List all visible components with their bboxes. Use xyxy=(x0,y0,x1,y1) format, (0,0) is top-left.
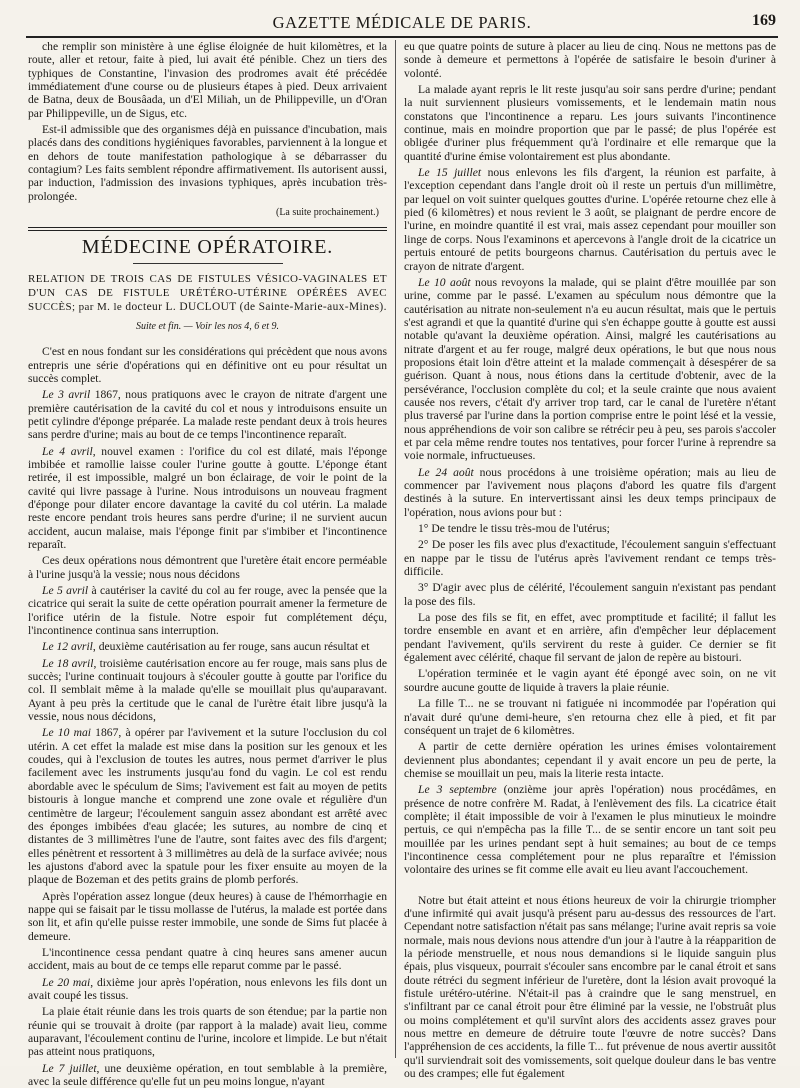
column-divider xyxy=(395,40,396,1058)
paragraph-date: Le 18 avril xyxy=(42,656,94,670)
paragraph: Est-il admissible que des organismes déjà en puissance d'incubation, mais placés dans des conditions hygiéniques favorables, parviennent à la longue et en dehors de toute manifestation pathologique à se débarrasser du contagium? Les faits semblent répondre affirmativement. Ils autorisent aussi, par induction, l'admission des invasions typhiques, après incubation très-prolongée. xyxy=(28,123,387,203)
paragraph xyxy=(28,584,387,637)
paragraph-text: 1867, à opérer par l'avivement et la suture l'occlusion du col utérin. A cet effet la malade est mise dans la position sur les genoux et les coudes, qui à l'exclusion de toutes les autres, nous permet d'arriver le plus facilement avec les instruments jusqu'au fond du vagin. Le col est rendu abordable avec le spéculum de Sims; l'avivement est fait au moyen de petits bistouris à longue manche et comprend une zone ovale et régulière d'un centimètre de largeur; l'écoulement sanguin assez abondant est arrêté avec des éponges imbibées d'eau glacée; les sutures, au nombre de cinq et distantes de 3 millimètres l'une de l'autre, sont faites avec des fils d'argent; elles pénètrent et ressortent à 3 millimètres au delà de la surface avivée; nous les ajustons d'abord avec la spatule pour les fixer ensuite au moyen de la plaque de Bozeman et des petits grains de plomb perforés. xyxy=(28,726,387,887)
list-item: 1° De tendre le tissu très-mou de l'utérus; xyxy=(418,522,610,536)
paragraph-text: La malade ayant repris le lit reste jusqu'au soir sans perdre d'urine; pendant la nuit surviennent plusieurs vomissements, et le lendemain matin nous constatons que l'incontinence a reparu. Les jours suivants l'incontinence continue, mais en moindre proportion que par le passé; de plus l'opérée est obligée d'uriner plus fréquemment qu'à l'ordinaire et elle remarque que la quantité d'urine émise volontairement est plus abondante. xyxy=(404,83,776,163)
paragraph xyxy=(28,657,387,724)
paragraph-text: C'est en nous fondant sur les considérations qui précèdent que nous avons entrepris une série d'opérations qui en définitive ont eu pour résultat un succès complet. xyxy=(28,345,387,385)
paragraph xyxy=(28,1005,387,1058)
paragraph-text: à cautériser la cavité du col au fer rouge, avec la pensée que la cicatrice qui serait la suite de cette opération pourrait amener la fermeture de l'orifice utérin de la fistule. Notre espoir fut complétement déçu, l'incontinence continua sans interruption. xyxy=(28,584,387,638)
paragraph xyxy=(28,976,387,1003)
paragraph xyxy=(404,783,776,876)
paragraph-date: Le 10 mai xyxy=(42,726,91,740)
paragraph-text: , troisième cautérisation encore au fer rouge, mais sans plus de succès; l'urine continuait toujours à s'écouler goutte à goutte par l'orifice du col. Il semblait même à la malade qu'elle se mouillait plus qu'auparavant. Ayant à peu près la certitude que le canal de l'urètre était libre jusqu'à la vessie, nous nous décidons, xyxy=(28,656,388,724)
paragraph-text: , deuxième cautérisation au fer rouge, sans aucun résultat et xyxy=(92,640,370,654)
paragraph xyxy=(404,166,776,273)
paragraph xyxy=(404,667,776,694)
paragraph-date: Le 7 juillet xyxy=(42,1061,97,1075)
paragraph xyxy=(28,726,387,886)
paragraph-date: Le 12 avril xyxy=(42,640,93,654)
paragraph xyxy=(28,946,387,973)
section-divider xyxy=(28,227,387,231)
page-number: 169 xyxy=(752,12,776,29)
page-header xyxy=(26,12,778,38)
paragraph-date: Le 15 juillet xyxy=(418,166,482,180)
paragraph-date: Le 4 avril xyxy=(42,444,93,458)
journal-title: GAZETTE MÉDICALE DE PARIS. xyxy=(272,13,532,32)
list-item: 2° De poser les fils avec plus d'exactitude, l'écoulement sanguin s'effectuant en nappe par le tissu de l'utérus après l'avivement rendant ce temps très-difficile. xyxy=(404,538,776,579)
paragraph-text: La pose des fils se fit, en effet, avec promptitude et facilité; il fallut les tordre ensemble en avant et en arrière, afin d'empêcher leur déplacement pendant l'avivement, qu'ils servirent du reste à guider. Ce dernier se fit également avec célérité, chaque fil servant de jalon de repère au bistouri. xyxy=(404,611,776,665)
paragraph-text: , dixième jour après l'opération, nous enlevons les fils dont un avait coupé les tissus. xyxy=(28,975,387,1002)
right-column xyxy=(404,40,776,1081)
list-item: 3° D'agir avec plus de célérité, l'écoulement sanguin n'existant pas pendant la pose des fils. xyxy=(404,581,776,608)
paragraph xyxy=(404,697,776,737)
article-title-text: RELATION DE TROIS CAS DE FISTULES VÉSICO-VAGINALES ET D'UN CAS DE FISTULE URÉTÉRO-UTÉRINE OPÉRÉES AVEC SUCCÈS; par M. le xyxy=(28,272,387,313)
paragraph xyxy=(404,276,776,463)
paragraph xyxy=(404,83,776,163)
article-body-left xyxy=(28,345,387,1088)
paragraph-text: Ces deux opérations nous démontrent que l'uretère était encore perméable à l'urine jusqu'à la vessie; nous nous décidons xyxy=(28,554,387,581)
intro-section xyxy=(28,40,387,203)
paragraph-gap xyxy=(404,880,776,894)
paragraph: che remplir son ministère à une église éloignée de huit kilomètres, et la route, aller et retour, faite à pied, lui avait été pénible. Chez un tiers des typhiques de Constantine, l'invasion des prodromes avait été précédée immédiatement d'une course ou de plusieurs étapes à pied. Deux arrivaient de Batna, deux de Bousâada, un d'El Miliah, un de Philippeville, un d'Oran par Philippeville, un de Sigus, etc. xyxy=(28,40,387,120)
section-heading: MÉDECINE OPÉRATOIRE. xyxy=(81,236,334,259)
paragraph xyxy=(404,466,776,519)
paragraph-text: , nouvel examen : l'orifice du col est dilaté, mais l'éponge imbibée et ramollie laisse couler l'urine goutte à goutte. L'éponge étant retirée, il est impossible, malgré un bon éclairage, de voir le point de la cavité qui livre passage à l'urine. Nous introduisons un nouveau fragment d'éponge pour dilater encore davantage la cavité du col utérin. La malade reste encore pendant trois heures sans perdre d'urine; il ne survient aucun accident, aucun malaise, mais l'éponge finit par s'imbiber et l'incontinence reparaît. xyxy=(28,444,387,551)
paragraph-date: Le 20 mai xyxy=(42,975,91,989)
article-body-right-b xyxy=(404,611,776,877)
paragraph xyxy=(28,890,387,943)
paragraph-text: (onzième jour après l'opération) nous procédâmes, en présence de notre confrère M. Radat, à l'enlèvement des fils. La cicatrice était complète; il était impossible de voir à l'examen le plus minutieux le moindre pertuis, ce qui n'empêcha pas la fille T... de se sentir encore un tant soit peu mouillée par les urines pendant sept à huit semaines; au bout de ce temps l'incontinence cessa complétement pour ne plus reparaître et l'émission volontaire des urines se fit comme elle avait eu lieu avant l'accouchement. xyxy=(404,783,776,877)
paragraph-text: La plaie était réunie dans les trois quarts de son étendue; par la partie non réunie qui se trouvait à droite (par rapport à la malade) avait lieu, comme auparavant, l'écoulement continu de l'urine, incolore et limpide. Le but n'était pas atteint nous pratiquons, xyxy=(28,1005,387,1059)
paragraph-text: nous procédons à une troisième opération; mais au lieu de commencer par l'avivement nous plaçons d'abord les quatre fils d'argent destinés à la suture. En intervertissant ainsi les deux temps principaux de l'opération, nous avions pour but : xyxy=(404,465,776,519)
paragraph xyxy=(404,894,776,1081)
paragraph xyxy=(28,640,387,653)
paragraph-text: , une deuxième opération, en tout semblable à la première, avec la seule différence qu'elle fut un peu moins longue, n'ayant xyxy=(28,1061,387,1088)
paragraph-text: La fille T... ne se trouvant ni fatiguée ni incommodée par l'opération qui n'avait duré qu'une demi-heure, s'en retourna chez elle à pied, et fit par conséquent un trajet de 6 kilomètres. xyxy=(404,697,776,737)
paragraph-text: Après l'opération assez longue (deux heures) à cause de l'hémorrhagie en nappe qui se faisait par le tissu mollasse de l'utérus, la malade est portée dans son lit, et afin qu'elle puisse rester immobile, une sonde de Sims fut placée à demeure. xyxy=(28,889,387,943)
paragraph xyxy=(28,1062,387,1088)
paragraph xyxy=(404,611,776,664)
paragraph-date: Le 5 avril xyxy=(42,584,89,597)
article-title xyxy=(28,272,387,314)
paragraph-text: Notre but était atteint et nous étions heureux de voir la chirurgie triompher d'une infirmité qui avait jusqu'à présent paru au-dessus des ressources de l'art. Cependant notre satisfaction n'était pas sans mélange; l'urine avait repris sa voie normale, mais nous devions nous attendre d'un jour à l'autre à la réapparition de la période menstruelle, et nous nous demandions si le liquide sanguin plus épais, plus visqueux, pourrait s'écouler sans encombre par le canal étroit et sans doute rétréci du segment inférieur de l'uretère, dont la lésion avait provoqué la fistule urétéro-utérine. N'était-il pas à craindre que le sang menstruel, en s'infiltrant par ce canal étroit pour être éliminé par la vessie, ne l'obstruât plus ou moins complétement et qu'il survînt alors des accidents assez graves pour nous mettre en demeure de détruire toute l'œuvre de notre succès? Dans l'appréhension de ces accidents, la fille T... fut prévenue de nous avertir aussitôt qu'il surviendrait soit des vomissements, soit quelque douleur dans le bas ventre ou des crampes; elle fut également xyxy=(404,893,776,1081)
paragraph xyxy=(404,40,776,80)
paragraph-text: A partir de cette dernière opération les urines émises volontairement deviennent plus abondantes; cependant il y avait encore un peu de perte, la chemise se mouillait un peu, mais la literie resta intacte. xyxy=(404,740,776,780)
heading-rule xyxy=(133,263,283,264)
paragraph-text: nous enlevons les fils d'argent, la réunion est parfaite, à l'exception cependant dans l'angle droit où il reste un pertuis d'un millimètre, par lequel on voit suinter quelques gouttes d'urine. L'opérée retourne chez elle à pied (6 kilomètres) et nous revient le 3 août, se plaignant de perdre encore de l'urine, en moindre quantité il est vrai, mais assez cependant pour mouiller son linge de corps. Nous l'examinons et apercevons à l'angle droit de la cicatrice un pertuis entouré de petits bourgeons charnus. Cautérisation du pertuis avec le crayon de nitrate d'argent. xyxy=(404,166,776,273)
paragraph xyxy=(28,445,387,552)
paragraph-date: Le 3 avril xyxy=(42,388,91,402)
paragraph-text: L'incontinence cessa pendant quatre à cinq heures sans amener aucun accident, mais au bout de ce temps elle reparut comme par le passé. xyxy=(28,945,387,973)
continuation-credit: (La suite prochainement.) xyxy=(275,207,379,219)
paragraph-date: Le 3 septembre xyxy=(418,783,497,797)
paragraph-text: nous revoyons la malade, qui se plaint d'être mouillée par son urine, comme par le passé. L'examen au spéculum nous démontre que la cautérisation au nitrate non-seulement n'a eu aucun résultat, mais que le pertuis s'est agrandi et que la quantité d'urine qui s'en échappe goutte à goutte est aussi notable qu'avant la deuxième opération. Ainsi, malgré les cautérisations au nitrate d'argent et au fer rouge, malgré deux opérations, le but que nous nous proposions était loin d'être atteint et la malade commençait à désespérer de sa guérison. Quant à nous, nous étions dans la certitude d'obtenir, avec de la persévérance, l'occlusion complète du col; et la seule crainte que nous avaient causée nos revers, c'était d'y arriver trop tard, car le canal de l'uretère n'étant plus traversé par l'urine dans la portion comprise entre le point lésé et la vessie, nous appréhendions de voir son calibre se rétrécir peu à peu, ses parois s'accoler et par cela même rendre toutes nos tentatives, pour forcer l'urine à reprendre sa voie normale, infructueuses. xyxy=(404,275,776,463)
suite-line: Suite et fin. — Voir les nos 4, 6 et 9. xyxy=(135,320,280,332)
article-body-right-a xyxy=(404,40,776,519)
paragraph-text: 1867, nous pratiquons avec le crayon de nitrate d'argent une première cautérisation de la cavité du col et nous y introduisons ensuite un petit cylindre d'éponge préparée. La malade reste pendant deux à trois heures sans perdre d'urine; mais au bout de ce temps l'incontinence reparaît. xyxy=(28,388,387,442)
paragraph-text: L'opération terminée et le vagin ayant été épongé avec soin, on ne vit sourdre aucune goutte de liquide à travers la plaie réunie. xyxy=(404,667,776,694)
paragraph xyxy=(404,740,776,780)
paragraph xyxy=(28,345,387,385)
objectives-list xyxy=(404,522,776,608)
paragraph xyxy=(28,388,387,441)
article-author: docteur L. DUCLOUT (de Sainte-Marie-aux-Mines). xyxy=(125,300,387,313)
left-column xyxy=(28,40,388,1088)
article-body-right-c xyxy=(404,894,776,1081)
paragraph-text: eu que quatre points de suture à placer au lieu de cinq. Nous ne mettons pas de sonde à demeure et permettons à l'opérée de satisfaire le besoin d'uriner à volonté. xyxy=(404,40,776,80)
paragraph xyxy=(28,554,387,581)
paragraph-date: Le 24 août xyxy=(418,465,474,479)
paragraph-date: Le 10 août xyxy=(418,275,471,289)
